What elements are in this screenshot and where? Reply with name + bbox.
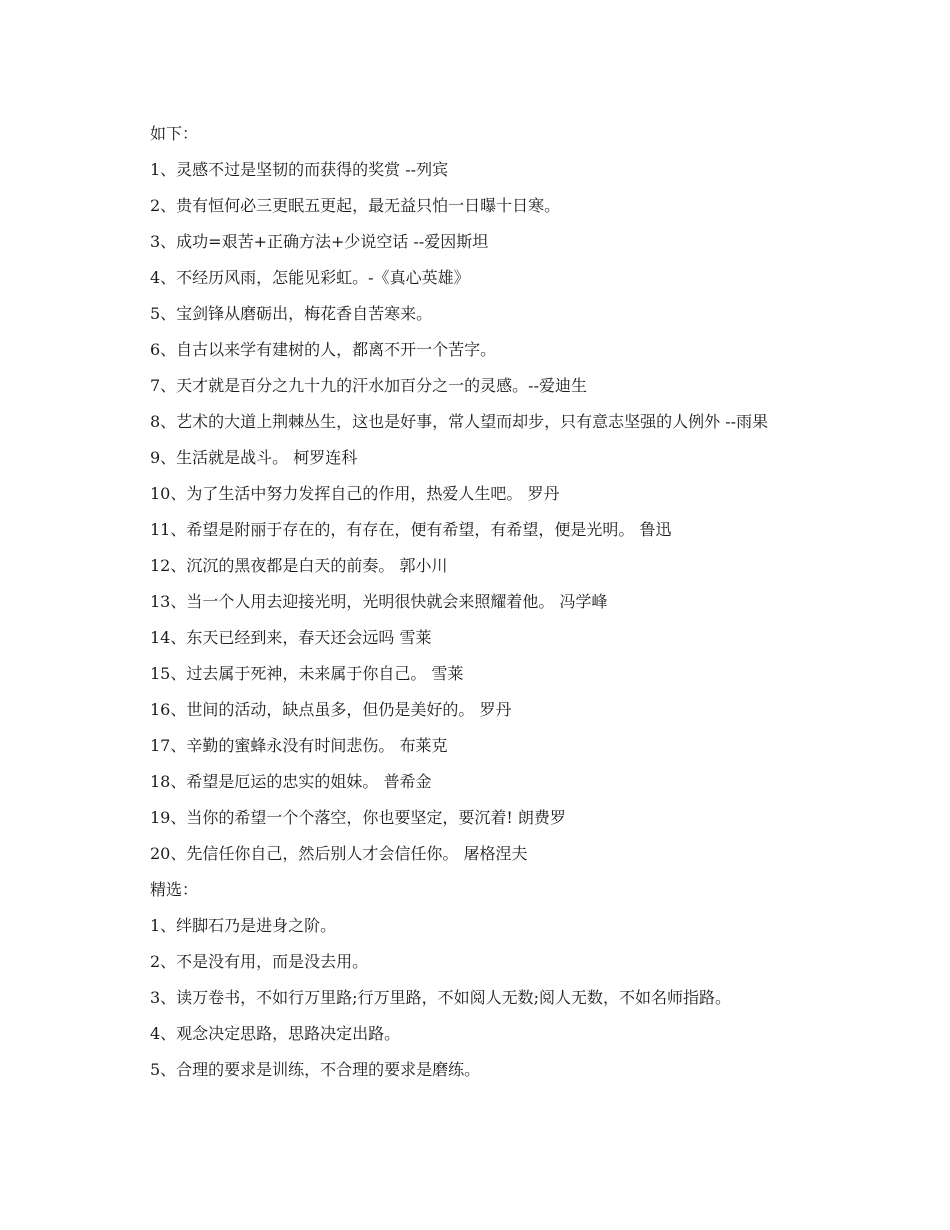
quote-line: 12、沉沉的黑夜都是白天的前奏。 郭小川 [150,556,448,575]
quote-line: 18、希望是厄运的忠实的姐妹。 普希金 [150,772,432,791]
quote-line: 7、天才就是百分之九十九的汗水加百分之一的灵感。--爱迪生 [150,376,587,395]
quote-line: 13、当一个人用去迎接光明，光明很快就会来照耀着他。 冯学峰 [150,592,608,611]
selected-quote-line: 3、读万卷书，不如行万里路;行万里路，不如阅人无数;阅人无数，不如名师指路。 [150,988,731,1007]
quote-line: 2、贵有恒何必三更眠五更起，最无益只怕一日曝十日寒。 [150,196,561,215]
quote-line: 4、不经历风雨，怎能见彩虹。-《真心英雄》 [150,268,470,287]
quote-line: 9、生活就是战斗。 柯罗连科 [150,448,358,467]
quote-line: 17、辛勤的蜜蜂永没有时间悲伤。 布莱克 [150,736,448,755]
selected-quote-line: 4、观念决定思路，思路决定出路。 [150,1024,401,1043]
selected-quote-line: 5、合理的要求是训练，不合理的要求是磨练。 [150,1060,481,1079]
selected-quote-line: 1、绊脚石乃是进身之阶。 [150,916,337,935]
section-heading-jingxuan: 精选： [150,880,199,899]
section-heading-rumxia: 如下： [150,124,199,143]
quote-line: 8、艺术的大道上荆棘丛生，这也是好事，常人望而却步，只有意志坚强的人例外 --雨果 [150,412,769,431]
quote-line: 20、先信任你自己，然后别人才会信任你。 屠格涅夫 [150,844,528,863]
quote-line: 15、过去属于死神，未来属于你自己。 雪莱 [150,664,464,683]
quote-line: 11、希望是附丽于存在的，有存在，便有希望，有希望，便是光明。 鲁迅 [150,520,672,539]
quote-line: 5、宝剑锋从磨砺出，梅花香自苦寒来。 [150,304,433,323]
quote-line: 1、灵感不过是坚韧的而获得的奖赏 --列宾 [150,160,449,179]
quote-line: 19、当你的希望一个个落空，你也要坚定，要沉着! 朗费罗 [150,808,566,827]
document-body [114,124,830,1096]
quote-line: 10、为了生活中努力发挥自己的作用，热爱人生吧。 罗丹 [150,484,560,503]
selected-quote-line: 2、不是没有用，而是没去用。 [150,952,369,971]
quote-line: 16、世间的活动，缺点虽多，但仍是美好的。 罗丹 [150,700,512,719]
quote-line: 6、自古以来学有建树的人，都离不开一个苦字。 [150,340,497,359]
quote-line: 3、成功=艰苦+正确方法+少说空话 --爱因斯坦 [150,232,489,251]
quote-line: 14、东天已经到来，春天还会远吗 雪莱 [150,628,432,647]
